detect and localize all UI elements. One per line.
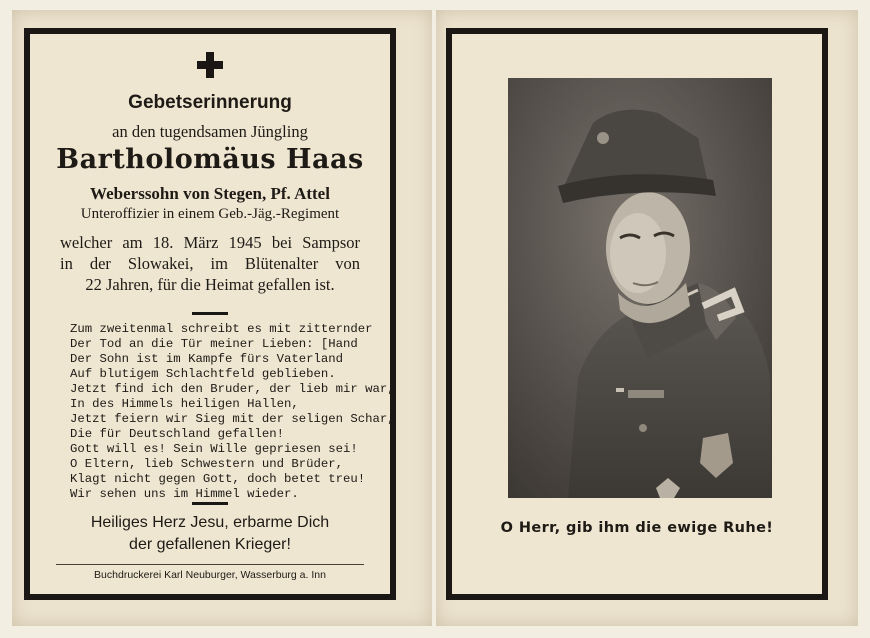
- poem-line: Der Sohn ist im Kampfe fürs Vaterland: [70, 352, 344, 366]
- printer-divider: [56, 564, 364, 565]
- prayer-line: der gefallenen Krieger!: [129, 536, 291, 553]
- origin-line: Weberssohn von Stegen, Pf. Attel: [90, 184, 330, 203]
- memorial-poem: [70, 322, 395, 502]
- photo-caption: O Herr, gib ihm die ewige Ruhe!: [500, 520, 774, 536]
- cross-icon: [197, 52, 223, 78]
- soldier-portrait-photo: [508, 78, 772, 498]
- prayer: [30, 512, 390, 556]
- card-heading: Gebetserinnerung: [128, 92, 292, 113]
- poem-line: Zum zweitenmal schreibt es mit zitternder: [70, 322, 373, 336]
- dedication-line: an den tugendsamen Jüngling: [112, 122, 308, 141]
- poem-line: In des Himmels heiligen Hallen,: [70, 397, 299, 411]
- divider-rule: [192, 502, 228, 505]
- poem-line: O Eltern, lieb Schwestern und Brüder,: [70, 457, 344, 471]
- printer-imprint: Buchdruckerei Karl Neuburger, Wasserburg a. Inn: [94, 569, 326, 581]
- poem-line: Klagt nicht gegen Gott, doch betet treu!: [70, 472, 366, 486]
- death-info: [60, 232, 360, 295]
- poem-line: Jetzt find ich den Bruder, der lieb mir war,: [70, 382, 395, 396]
- poem-line: Der Tod an die Tür meiner Lieben: [Hand: [70, 337, 358, 351]
- poem-line: Jetzt feiern wir Sieg mit der seligen Schar,: [70, 412, 395, 426]
- death-info-line: in der Slowakei, im Blütenalter von: [60, 254, 360, 273]
- memorial-card-right-page: [436, 10, 858, 626]
- death-info-line: 22 Jahren, für die Heimat gefallen ist.: [85, 275, 335, 294]
- poem-line: Wir sehen uns im Himmel wieder.: [70, 487, 299, 501]
- deceased-name: Bartholomäus Haas: [56, 144, 364, 175]
- portrait-illustration: [508, 78, 772, 498]
- mourning-border-left: [24, 28, 396, 600]
- poem-line: Gott will es! Sein Wille gepriesen sei!: [70, 442, 358, 456]
- divider-rule: [192, 312, 228, 315]
- death-info-line: welcher am 18. März 1945 bei Sampsor: [60, 233, 360, 252]
- memorial-card-left-page: [12, 10, 432, 626]
- rank-line: Unteroffizier in einem Geb.-Jäg.-Regiment: [80, 206, 340, 222]
- poem-line: Die für Deutschland gefallen!: [70, 427, 285, 441]
- poem-line: Auf blutigem Schlachtfeld geblieben.: [70, 367, 336, 381]
- prayer-line: Heiliges Herz Jesu, erbarme Dich: [90, 514, 330, 531]
- mourning-border-right: [446, 28, 828, 600]
